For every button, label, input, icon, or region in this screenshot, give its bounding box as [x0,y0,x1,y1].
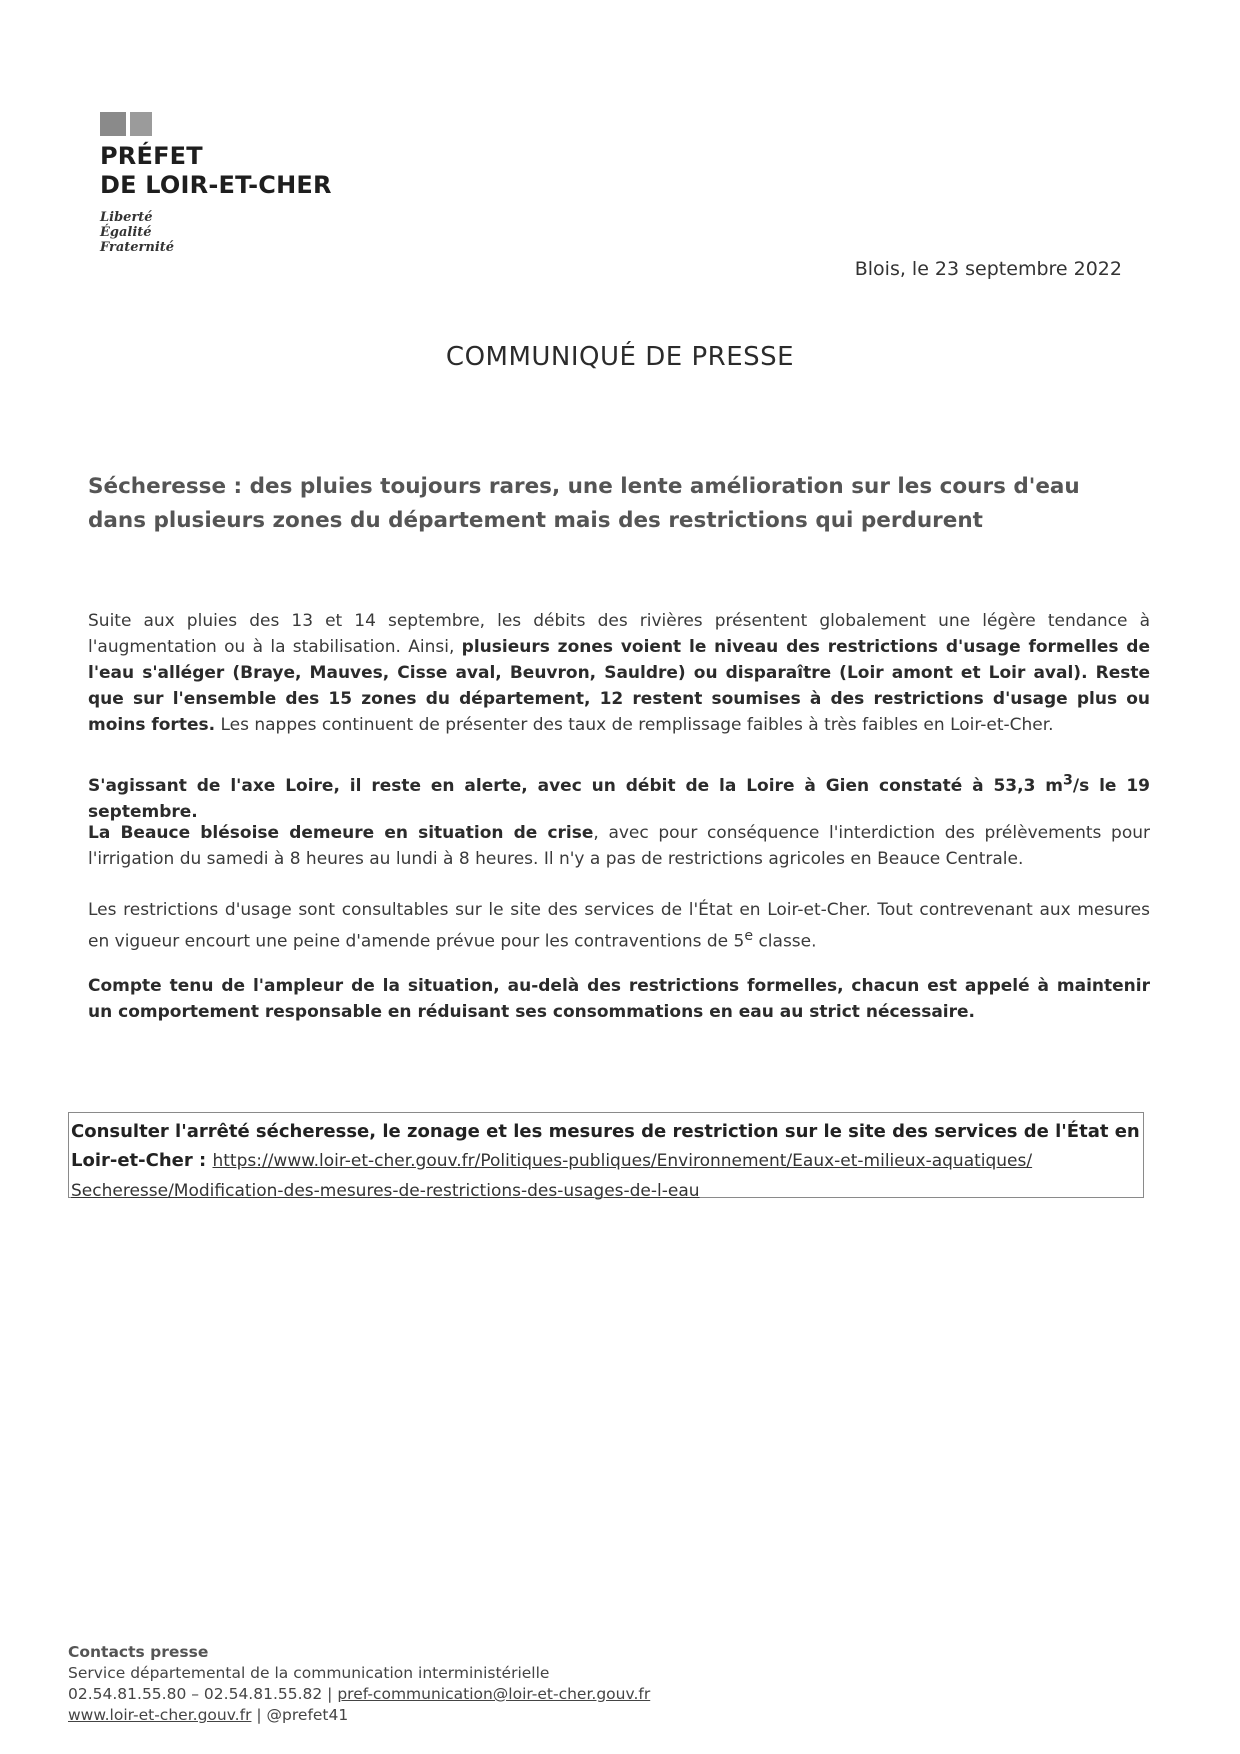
motto-fraternite: Fraternité [100,240,175,255]
arrete-link[interactable] [71,1151,1032,1201]
motto-liberte: Liberté [100,210,153,225]
contacts-sep: | [251,1706,267,1724]
contacts-web-line [68,1705,650,1726]
motto-egalite: Égalité [100,225,152,240]
contacts-phones: 02.54.81.55.80 – 02.54.81.55.82 | [68,1685,338,1703]
paragraph-4-superscript: e [744,928,754,944]
prefecture-name-line1: PRÉFET [100,142,203,170]
arrete-link-line1: https://www.loir-et-cher.gouv.fr/Politiques-publiques/Environnement/Eaux-et-milieux-aquatiques/ [212,1151,1033,1171]
paragraph-3-bold: La Beauce blésoise demeure en situation de crise [88,823,594,843]
paragraph-2-superscript: 3 [1063,772,1073,788]
arrete-link-line2: Secheresse/Modification-des-mesures-de-restrictions-des-usages-de-l-eau [71,1181,700,1201]
info-box-separator: : [192,1150,213,1171]
contacts-service: Service départemental de la communication interministérielle [68,1664,550,1682]
website-link[interactable]: www.loir-et-cher.gouv.fr [68,1706,252,1724]
paragraph-3-text: , avec pour conséquence l'interdiction des prélèvements pour l'irrigation du samedi à 8 heures au lundi à 8 heures. Il n'y a pas de restrictions agricoles en Beauce Centrale. [88,823,1150,869]
marianne-logo-icon [100,112,332,138]
paragraph-2-text-a: S'agissant de l'axe Loire, il reste en alerte, avec un débit de la Loire à Gien constaté à 53,3 m [88,775,1064,796]
prefecture-name-line2: DE LOIR-ET-CHER [100,171,332,199]
contacts-phones-line [68,1684,650,1705]
paragraph-2-text-b: /s le 19 septembre. [88,775,1150,822]
paragraph-1 [88,608,1150,738]
prefecture-name [100,142,332,200]
info-box [68,1112,1144,1201]
info-box-lead: Consulter l'arrêté sécheresse, le zonage et les mesures de restriction sur le site des services de l'État en Loir-et-Cher [71,1121,1140,1171]
paragraph-4-text-a: Les restrictions d'usage sont consultables sur le site des services de l'État en Loir-et-Cher. Tout contrevenant aux mesures en vigueur encourt une peine d'amende prévue pour les contraventions de 5 [88,900,1150,952]
paragraph-1-text-c: Les nappes continuent de présenter des taux de remplissage faibles à très faibles en Loir-et-Cher. [215,715,1054,735]
paragraph-1-text-a: Suite aux pluies des 13 et 14 septembre, les débits des rivières présentent globalement une légère tendance à l'augmentation ou à la stabilisation. Ainsi, [88,611,1150,657]
paragraph-2 [88,767,1150,825]
press-contacts [68,1642,650,1726]
paragraph-5-bold: Compte tenu de l'ampleur de la situation, au-delà des restrictions formelles, chacun est appelé à maintenir un comportement responsable en réduisant ses consommations en eau au strict nécessaire. [88,976,1150,1022]
headline: Sécheresse : des pluies toujours rares, une lente amélioration sur les cours d'eau dans plusieurs zones du département mais des restrictions qui perdurent [88,474,1080,533]
twitter-handle: @prefet41 [266,1706,349,1724]
paragraph-4 [88,897,1150,955]
paragraph-5 [88,973,1150,1025]
paragraph-1-bold: plusieurs zones voient le niveau des restrictions d'usage formelles de l'eau s'alléger (Braye, Mauves, Cisse aval, Beuvron, Sauldre) ou disparaître (Loir amont et Loir aval). Reste que sur l'ensemble des 15 zones du département, 12 restent soumises à des restrictions d'usage plus ou moins fortes. [88,637,1150,735]
contacts-email-link[interactable]: pref-communication@loir-et-cher.gouv.fr [337,1685,651,1703]
document-title: COMMUNIQUÉ DE PRESSE [445,342,795,372]
paragraph-3 [88,820,1150,872]
republic-motto [100,210,332,255]
contacts-title: Contacts presse [68,1643,209,1661]
paragraph-2-bold [88,772,1150,822]
prefecture-logo [100,112,332,255]
date-line: Blois, le 23 septembre 2022 [854,258,1122,280]
paragraph-4-text-b: classe. [753,931,817,952]
